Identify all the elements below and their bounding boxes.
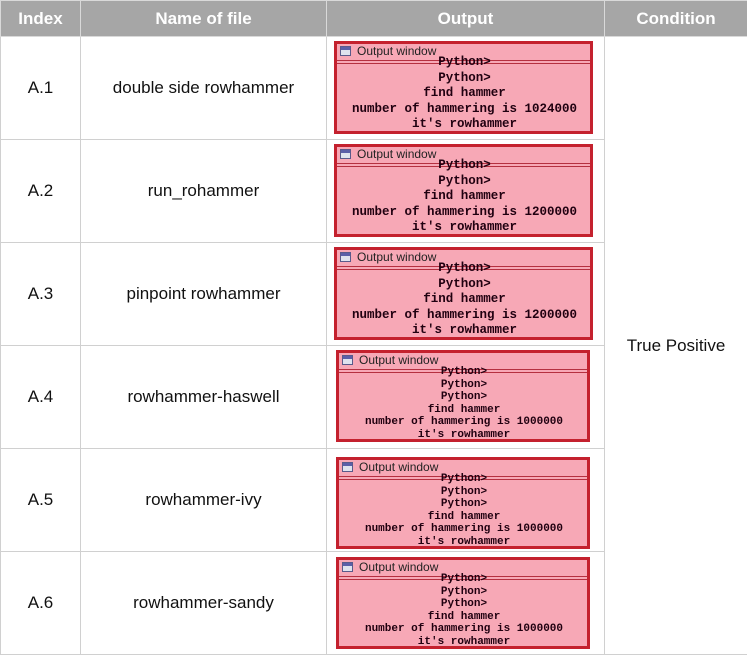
file-name: pinpoint rowhammer: [81, 243, 327, 346]
console-line: find hammer: [427, 610, 501, 623]
file-name: rowhammer-ivy: [81, 449, 327, 552]
console-line: number of hammering is 1000000: [364, 623, 564, 636]
header-row: [1, 1, 747, 37]
console-line: Python>: [438, 158, 491, 172]
console-line: it's rowhammer: [411, 323, 518, 337]
console-output: [339, 573, 587, 649]
output-window-title: Output window: [357, 250, 437, 264]
console-line: Python>: [440, 498, 488, 511]
row-index: A.2: [1, 140, 81, 243]
console-line: it's rowhammer: [411, 117, 518, 131]
header-output: Output: [327, 1, 605, 37]
output-cell: [327, 346, 605, 449]
console-output: [337, 158, 590, 236]
file-name: run_rohammer: [81, 140, 327, 243]
console-line: it's rowhammer: [411, 220, 518, 234]
row-index: A.1: [1, 37, 81, 140]
output-window-title: Output window: [359, 560, 439, 574]
console-line: Python>: [438, 173, 491, 188]
output-cell: [327, 243, 605, 346]
console-line: Python>: [440, 573, 488, 585]
row-index: A.4: [1, 346, 81, 449]
output-window-title: Output window: [357, 147, 437, 161]
output-window: [336, 457, 590, 549]
console-line: number of hammering is 1000000: [364, 416, 564, 429]
row-index: A.6: [1, 552, 81, 655]
output-cell: [327, 552, 605, 655]
console-line: it's rowhammer: [417, 535, 511, 548]
console-line: find hammer: [427, 403, 501, 416]
console-line: Python>: [438, 276, 491, 291]
output-window: [334, 247, 593, 340]
console-line: Python>: [440, 391, 488, 404]
console-output: [337, 55, 590, 133]
table-row: [1, 37, 747, 140]
console-line: Python>: [438, 70, 491, 85]
output-window: [334, 41, 593, 134]
console-line: Python>: [438, 261, 491, 275]
console-line: find hammer: [427, 510, 501, 523]
console-line: find hammer: [423, 292, 506, 306]
console-output: [339, 366, 587, 442]
console-line: Python>: [440, 598, 488, 611]
console-line: Python>: [440, 585, 488, 598]
header-condition: Condition: [605, 1, 747, 37]
window-icon: [342, 355, 353, 365]
output-cell: [327, 37, 605, 140]
row-index: A.3: [1, 243, 81, 346]
file-name: double side rowhammer: [81, 37, 327, 140]
output-window: [336, 350, 590, 442]
console-line: Python>: [440, 378, 488, 391]
output-cell: [327, 140, 605, 243]
window-icon: [342, 562, 353, 572]
output-window: [334, 144, 593, 237]
header-index: Index: [1, 1, 81, 37]
console-line: number of hammering is 1024000: [351, 101, 578, 116]
console-line: number of hammering is 1200000: [351, 307, 578, 322]
console-line: number of hammering is 1000000: [364, 523, 564, 536]
console-line: find hammer: [423, 189, 506, 203]
console-line: number of hammering is 1200000: [351, 204, 578, 219]
console-line: find hammer: [423, 86, 506, 100]
console-line: Python>: [440, 485, 488, 498]
output-window-title: Output window: [357, 44, 437, 58]
console-line: Python>: [438, 55, 491, 69]
file-name: rowhammer-sandy: [81, 552, 327, 655]
console-output: [337, 261, 590, 339]
console-line: it's rowhammer: [417, 635, 511, 648]
file-name: rowhammer-haswell: [81, 346, 327, 449]
output-cell: [327, 449, 605, 552]
window-icon: [342, 462, 353, 472]
header-name-of-file: Name of file: [81, 1, 327, 37]
output-window-title: Output window: [359, 460, 439, 474]
console-output: [339, 473, 587, 549]
output-window: [336, 557, 590, 649]
console-line: Python>: [440, 366, 488, 378]
condition-cell: True Positive: [605, 37, 747, 655]
row-index: A.5: [1, 449, 81, 552]
console-line: Python>: [440, 473, 488, 485]
console-line: it's rowhammer: [417, 428, 511, 441]
output-window-title: Output window: [359, 353, 439, 367]
